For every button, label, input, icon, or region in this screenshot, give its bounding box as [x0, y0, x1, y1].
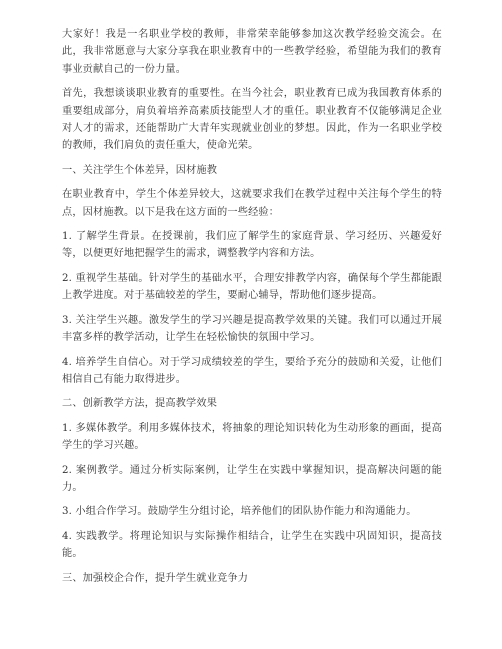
section-3-heading: 三、加强校企合作，提升学生就业竞争力 — [62, 572, 249, 584]
section-2-heading: 二、创新教学方法，提高教学效果 — [62, 398, 218, 410]
importance-paragraph: 首先，我想谈谈职业教育的重要性。在当今社会，职业教育已成为我国教育体系的重要组成部分，肩负着培养高素质技能型人才的重任。职业教育不仅能够满足企业对人才的需求，还能帮助广大青年实现就业创业的梦想。因此，作为一名职业学校的教师，我们肩负的责任重大，使命光荣。 — [62, 88, 442, 152]
intro-paragraph: 大家好！我是一名职业学校的教师，非常荣幸能够参加这次教学经验交流会。在此，我非常愿意与大家分享我在职业教育中的一些教学经验，希望能为我们的教育事业贡献自己的一份力量。 — [62, 29, 442, 75]
section-2-item-2: 2. 案例教学。通过分析实际案例，让学生在实践中掌握知识，提高解决问题的能力。 — [62, 464, 442, 493]
section-1-item-1: 1. 了解学生背景。在授课前，我们应了解学生的家庭背景、学习经历、兴趣爱好等，以便更好地把握学生的需求，调整教学内容和方法。 — [62, 231, 442, 260]
document-page — [62, 26, 442, 594]
section-1-item-2: 2. 重视学生基础。针对学生的基础水平，合理安排教学内容，确保每个学生都能跟上教学进度。对于基础较差的学生，要耐心辅导，帮助他们逐步提高。 — [62, 272, 442, 302]
section-1-item-4: 4. 培养学生自信心。对于学习成绩较差的学生，要给予充分的鼓励和关爱，让他们相信自己有能力取得进步。 — [62, 356, 442, 385]
section-2-item-4: 4. 实践教学。将理论知识与实际操作相结合，让学生在实践中巩固知识，提高技能。 — [62, 530, 442, 560]
section-1-item-3: 3. 关注学生兴趣。激发学生的学习兴趣是提高教学效果的关键。我们可以通过开展丰富多样的教学活动，让学生在轻松愉快的氛围中学习。 — [62, 314, 442, 344]
section-2-item-3: 3. 小组合作学习。鼓励学生分组讨论，培养他们的团队协作能力和沟通能力。 — [62, 506, 417, 518]
section-2-item-1: 1. 多媒体教学。利用多媒体技术，将抽象的理论知识转化为生动形象的画面，提高学生的学习兴趣。 — [62, 422, 442, 452]
section-1-heading: 一、关注学生个体差异，因材施教 — [62, 164, 218, 176]
section-1-intro: 在职业教育中，学生个体差异较大，这就要求我们在教学过程中关注每个学生的特点，因材施教。以下是我在这方面的一些经验： — [62, 189, 442, 218]
